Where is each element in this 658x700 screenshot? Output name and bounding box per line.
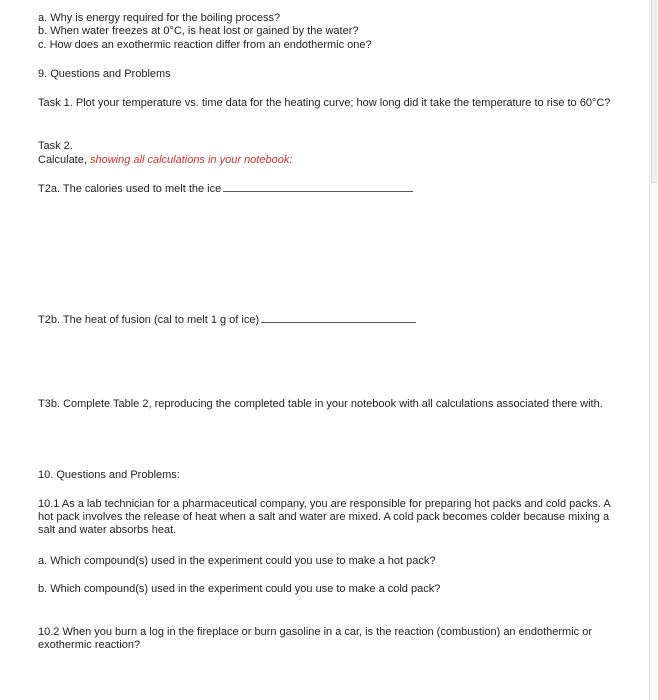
question-8b: b. When water freezes at 0°C, is heat lost or gained by the water? <box>38 25 359 37</box>
task-3b: T3b. Complete Table 2, reproducing the completed table in your notebook with all calculations associated there with. <box>38 398 603 410</box>
section-9-heading: 9. Questions and Problems <box>38 68 171 80</box>
task-1: Task 1. Plot your temperature vs. time data for the heating curve; how long did it take the temperature to rise to 60°C? <box>38 97 611 109</box>
task-2a <box>38 182 413 196</box>
task-2-lead: Calculate, <box>38 154 90 166</box>
question-10-2: 10.2 When you burn a log in the fireplace or burn gasoline in a car, is the reaction (combustion) an endothermic or exothermic reaction? <box>38 626 592 651</box>
question-10-1b: b. Which compound(s) used in the experiment could you use to make a cold pack? <box>38 583 441 595</box>
task-2-instruction <box>38 154 292 167</box>
question-8c: c. How does an exothermic reaction differ from an endothermic one? <box>38 39 372 51</box>
task-2b-answer-blank <box>261 313 416 323</box>
task-2a-label: T2a. The calories used to melt the ice <box>38 183 222 195</box>
task-2b <box>38 313 416 327</box>
task-2a-answer-blank <box>223 182 413 192</box>
question-10-1a: a. Which compound(s) used in the experiment could you use to make a hot pack? <box>38 555 436 567</box>
task-2-emphasis: showing all calculations in your notebook: <box>89 154 293 166</box>
question-10-1: 10.1 As a lab technician for a pharmaceutical company, you are responsible for preparing hot packs and cold packs. A hot pack involves the release of heat when a salt and water are mixed. A cold pack becomes colder because mixing a salt and water absorbs heat. <box>38 498 611 536</box>
task-2-title: Task 2. <box>38 140 73 152</box>
scrollbar-thumb[interactable] <box>651 0 657 183</box>
section-10-heading: 10. Questions and Problems: <box>38 469 180 481</box>
question-8a: a. Why is energy required for the boiling process? <box>38 12 281 24</box>
task-2b-label: T2b. The heat of fusion (cal to melt 1 g of ice) <box>38 314 260 326</box>
scrollbar-track[interactable] <box>649 0 658 700</box>
